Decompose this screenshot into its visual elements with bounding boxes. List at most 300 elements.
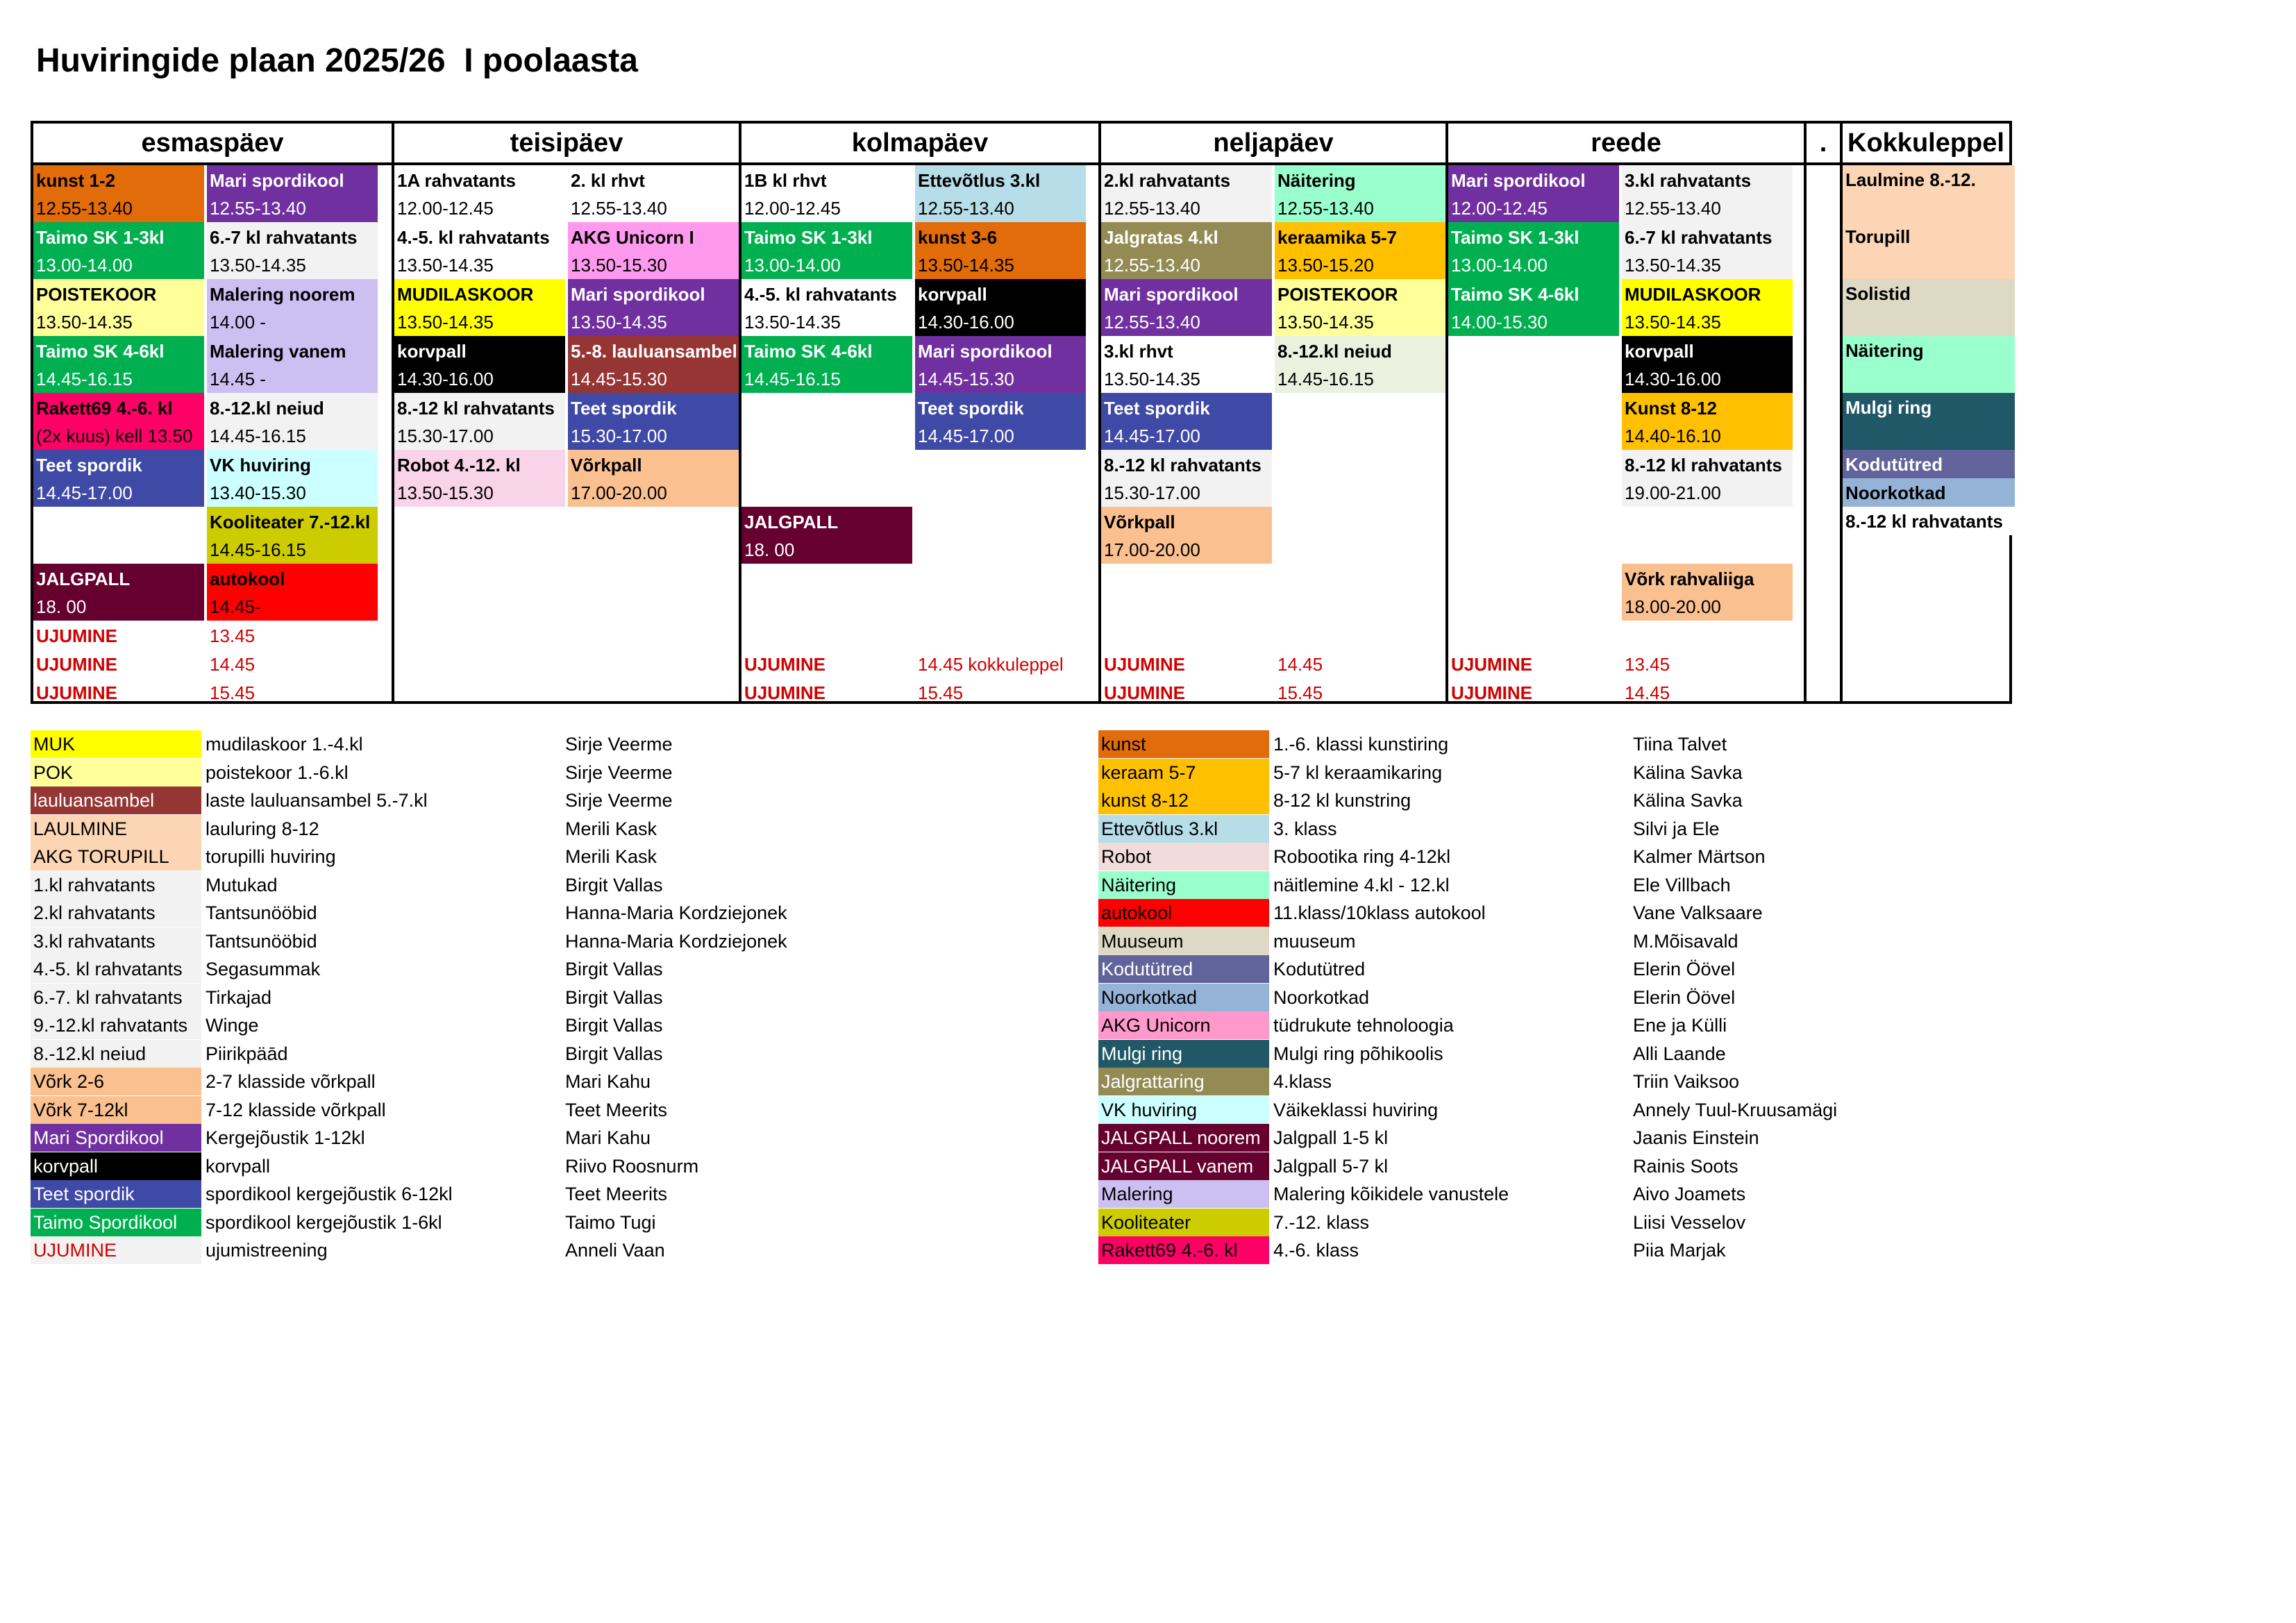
activity-cell: [741, 336, 912, 393]
swim-time-text: 14.45 kokkuleppel: [918, 654, 1064, 675]
activity-cell: [1622, 393, 1793, 450]
activity-time: 13.00-14.00: [36, 255, 133, 276]
legend-description: 2-7 klasside võrkpall: [206, 1071, 376, 1092]
activity-cell: [1101, 222, 1272, 279]
activity-name: Teet spordik: [36, 455, 142, 476]
activity-name: 1A rahvatants: [397, 170, 516, 191]
activity-time: 13.50-14.35: [397, 255, 494, 276]
day-header-dot: .: [1807, 124, 1840, 165]
activity-time: 15.30-17.00: [397, 426, 494, 446]
activity-name: JALGPALL: [36, 569, 131, 589]
legend-code: Jalgrattaring: [1098, 1068, 1269, 1095]
activity-time: 14.45-16.15: [210, 539, 306, 560]
swim-label: [1448, 649, 1619, 678]
legend-row: [1098, 1011, 1862, 1039]
legend-row: [31, 815, 794, 843]
legend-person: Teet Meerits: [565, 1099, 668, 1120]
legend-row: [1098, 1180, 1862, 1208]
legend-description: näitlemine 4.kl - 12.kl: [1273, 874, 1450, 895]
legend-code: kunst 8-12: [1098, 787, 1269, 814]
legend-row: [31, 1180, 794, 1208]
activity-time: 12.00-12.45: [744, 198, 841, 219]
activity-time: 14.30-16.00: [1625, 369, 1721, 389]
activity-cell: [915, 279, 1086, 336]
activity-time: 13.50-14.35: [1277, 312, 1374, 333]
activity-name: POISTEKOOR: [1277, 284, 1398, 305]
legend-row: [31, 843, 794, 871]
legend-description: Jalgpall 1-5 kl: [1273, 1127, 1389, 1148]
legend-row: [1098, 1040, 1862, 1068]
activity-name: 8.-12.kl neiud: [210, 398, 324, 419]
legend-person: Elerin Öövel: [1633, 959, 1736, 979]
swim-label-text: UJUMINE: [36, 682, 118, 703]
swim-label: [1448, 678, 1619, 706]
legend-description: Robootika ring 4-12kl: [1273, 846, 1451, 867]
legend-person: Aivo Joamets: [1633, 1184, 1746, 1204]
activity-name: Võrkpall: [571, 455, 642, 476]
activity-name: Võrkpall: [1104, 512, 1175, 532]
legend-code: 1.kl rahvatants: [31, 871, 201, 899]
activity-cell: [1275, 279, 1446, 336]
legend-code: 8.-12.kl neiud: [31, 1040, 201, 1068]
kokkuleppel-item: Kodutütred: [1843, 450, 2015, 478]
activity-cell: [394, 165, 565, 222]
legend-code: VK huviring: [1098, 1096, 1269, 1124]
legend-person: Merili Kask: [565, 846, 657, 867]
legend-row: [1098, 1068, 1862, 1095]
activity-time: 13.50-14.35: [744, 312, 841, 333]
legend-person: Kälina Savka: [1633, 790, 1743, 811]
legend-description: 4.-6. klass: [1273, 1240, 1359, 1261]
legend-person: Tiina Talvet: [1633, 734, 1727, 755]
activity-cell: [568, 393, 739, 450]
legend-row: [31, 955, 794, 983]
activity-time: 13.50-14.35: [36, 312, 133, 333]
legend-person: Riivo Roosnurm: [565, 1155, 699, 1177]
legend-code: 9.-12.kl rahvatants: [31, 1011, 201, 1039]
activity-time: 12.55-13.40: [1277, 198, 1374, 219]
activity-cell: [33, 564, 204, 621]
legend-row: [31, 1152, 794, 1180]
day-header-wednesday: kolmapäev: [741, 124, 1098, 165]
day-header-tuesday: teisipäev: [394, 124, 739, 165]
activity-cell: [741, 507, 912, 564]
legend-description: 8-12 kl kunstring: [1273, 790, 1411, 811]
swim-label: [33, 649, 204, 678]
legend-description: spordikool kergejõustik 6-12kl: [206, 1184, 453, 1204]
activity-cell: [1448, 222, 1619, 279]
legend-code: POK: [31, 759, 201, 787]
legend-description: 3. klass: [1273, 818, 1337, 839]
activity-time: 12.55-13.40: [918, 198, 1014, 219]
legend-code: JALGPALL noorem: [1098, 1124, 1269, 1152]
activity-time: 18.00-20.00: [1625, 596, 1721, 617]
activity-time: 14.45-15.30: [571, 369, 667, 389]
legend-person: Sirje Veerme: [565, 734, 673, 755]
activity-cell: [394, 393, 565, 450]
legend-person: Vane Valksaare: [1633, 902, 1763, 923]
swim-label-text: UJUMINE: [36, 654, 118, 675]
activity-name: Kooliteater 7.-12.kl: [210, 512, 371, 532]
legend-row: [1098, 730, 1862, 758]
legend-description: Kergejõustik 1-12kl: [206, 1127, 365, 1148]
activity-time: 13.50-14.35: [1625, 312, 1721, 333]
legend-row: [31, 1068, 794, 1095]
activity-cell: [207, 564, 378, 621]
legend-description: mudilaskoor 1.-4.kl: [206, 734, 363, 755]
legend-row: [31, 1209, 794, 1236]
page-title: Huviringide plaan 2025/26 I poolaasta: [36, 42, 638, 79]
activity-name: Kunst 8-12: [1625, 398, 1717, 419]
activity-time: 18. 00: [36, 596, 87, 617]
schedule-table: [31, 121, 2012, 704]
legend-description: Tantsunööbid: [206, 902, 317, 923]
legend-row: [31, 1096, 794, 1124]
legend-description: Mulgi ring põhikoolis: [1273, 1043, 1443, 1064]
activity-name: 3.kl rahvatants: [1625, 170, 1752, 191]
legend-row: [31, 1236, 794, 1264]
legend-row: [31, 984, 794, 1011]
legend-description: Kodutütred: [1273, 959, 1366, 979]
activity-time: 13.50-14.35: [397, 312, 494, 333]
legend-description: ujumistreening: [206, 1240, 328, 1261]
kokkuleppel-item: Noorkotkad: [1843, 478, 2015, 507]
legend-person: Annely Tuul-Kruusamägi: [1633, 1099, 1838, 1120]
activity-time: 13.00-14.00: [1451, 255, 1548, 276]
activity-cell: [1622, 450, 1793, 507]
legend-code: AKG Unicorn: [1098, 1011, 1269, 1039]
activity-cell: [1101, 165, 1272, 222]
kokkuleppel-item: Torupill: [1843, 222, 2015, 279]
legend-code: 3.kl rahvatants: [31, 927, 201, 955]
activity-cell: [915, 165, 1086, 222]
legend-person: Rainis Soots: [1633, 1155, 1738, 1177]
activity-name: 4.-5. kl rahvatants: [744, 284, 897, 305]
activity-time: 12.55-13.40: [1104, 255, 1200, 276]
swim-time-text: 15.45: [918, 682, 964, 703]
legend-description: poistekoor 1.-6.kl: [206, 762, 349, 783]
legend-description: Väikeklassi huviring: [1273, 1099, 1439, 1120]
legend-row: [1098, 815, 1862, 843]
activity-time: 14.45-16.15: [36, 369, 133, 389]
legend-person: Alli Laande: [1633, 1043, 1726, 1064]
activity-name: Taimo SK 4-6kl: [1451, 284, 1579, 305]
swim-label: [1101, 678, 1272, 706]
legend-row: [31, 871, 794, 899]
activity-name: Teet spordik: [571, 398, 677, 419]
swim-label-text: UJUMINE: [36, 625, 118, 646]
legend-code: Noorkotkad: [1098, 984, 1269, 1011]
legend-code: Mari Spordikool: [31, 1124, 201, 1152]
activity-name: Taimo SK 1-3kl: [744, 227, 873, 248]
activity-time: 12.55-13.40: [1104, 198, 1200, 219]
legend-description: 7-12 klasside võrkpall: [206, 1099, 386, 1120]
activity-time: 12.55-13.40: [1104, 312, 1200, 333]
swim-label: [1101, 649, 1272, 678]
activity-cell: [33, 450, 204, 507]
activity-name: 3.kl rhvt: [1104, 341, 1173, 362]
activity-name: Näitering: [1277, 170, 1356, 191]
legend-row: [31, 1040, 794, 1068]
swim-label: [741, 649, 912, 678]
swim-time: [1622, 649, 1830, 678]
swim-label-text: UJUMINE: [1451, 654, 1533, 675]
activity-time: 14.30-16.00: [397, 369, 494, 389]
activity-cell: [568, 222, 739, 279]
legend-row: [1098, 1152, 1862, 1180]
activity-name: 4.-5. kl rahvatants: [397, 227, 550, 248]
swim-time: [1622, 678, 1830, 706]
activity-cell: [915, 336, 1086, 393]
activity-name: kunst 3-6: [918, 227, 998, 248]
activity-cell: [1622, 564, 1793, 621]
swim-label: [33, 621, 204, 649]
legend-description: korvpall: [206, 1155, 271, 1177]
day-header-kokkuleppel: Kokkuleppel: [1843, 124, 2009, 165]
legend-code: korvpall: [31, 1152, 201, 1180]
legend-description: Noorkotkad: [1273, 986, 1370, 1008]
swim-label-text: UJUMINE: [1451, 682, 1533, 703]
activity-cell: [1275, 336, 1446, 393]
activity-name: Mari spordikool: [571, 284, 705, 305]
activity-time: 14.40-16.10: [1625, 426, 1721, 446]
activity-name: keraamika 5-7: [1277, 227, 1398, 248]
activity-name: 2. kl rhvt: [571, 170, 645, 191]
activity-name: AKG Unicorn I: [571, 227, 694, 248]
activity-name: Robot 4.-12. kl: [397, 455, 521, 476]
activity-time: 18. 00: [744, 539, 795, 560]
swim-label-text: UJUMINE: [744, 654, 826, 675]
legend-code: JALGPALL vanem: [1098, 1152, 1269, 1180]
kokkuleppel-item: Näitering: [1843, 336, 2015, 393]
activity-time: 13.50-14.35: [571, 312, 667, 333]
activity-cell: [568, 336, 739, 393]
activity-cell: [33, 222, 204, 279]
swim-time-text: 15.45: [1277, 682, 1323, 703]
legend-description: Tantsunööbid: [206, 930, 317, 952]
legend-code: Robot: [1098, 843, 1269, 871]
legend-person: Ele Villbach: [1633, 874, 1731, 895]
legend-person: M.Mõisavald: [1633, 930, 1738, 952]
legend-description: Jalgpall 5-7 kl: [1273, 1155, 1389, 1177]
activity-cell: [207, 222, 378, 279]
legend-row: [1098, 1209, 1862, 1236]
legend-row: [31, 1011, 794, 1039]
legend-description: Segasummak: [206, 959, 321, 979]
swim-time: [207, 621, 415, 649]
activity-time: 13.50-14.35: [1104, 369, 1200, 389]
swim-label: [33, 678, 204, 706]
legend-row: [1098, 1096, 1862, 1124]
legend-description: Winge: [206, 1015, 259, 1036]
activity-name: Teet spordik: [1104, 398, 1210, 419]
activity-name: MUDILASKOOR: [1625, 284, 1761, 305]
swim-time-text: 14.45: [210, 654, 255, 675]
activity-name: korvpall: [918, 284, 987, 305]
swim-label-text: UJUMINE: [744, 682, 826, 703]
swim-time: [915, 649, 1123, 678]
legend-code: AKG TORUPILL: [31, 843, 201, 871]
activity-name: Ettevõtlus 3.kl: [918, 170, 1041, 191]
legend-person: Taimo Tugi: [565, 1211, 656, 1233]
swim-label-text: UJUMINE: [1104, 682, 1186, 703]
activity-cell: [207, 507, 378, 564]
activity-cell: [207, 165, 378, 222]
legend-code: 2.kl rahvatants: [31, 899, 201, 927]
activity-name: Mari spordikool: [918, 341, 1053, 362]
legend-row: [31, 730, 794, 758]
legend-person: Birgit Vallas: [565, 959, 663, 979]
legend-code: Rakett69 4.-6. kl: [1098, 1236, 1269, 1264]
activity-cell: [741, 165, 912, 222]
activity-name: Võrk rahvaliiga: [1625, 569, 1754, 589]
legend-code: LAULMINE: [31, 815, 201, 843]
swim-time: [207, 649, 415, 678]
legend-person: Mari Kahu: [565, 1127, 651, 1148]
activity-cell: [394, 450, 565, 507]
activity-cell: [207, 450, 378, 507]
legend-row: [1098, 955, 1862, 983]
legend-description: 1.-6. klassi kunstiring: [1273, 734, 1449, 755]
activity-cell: [1101, 393, 1272, 450]
legend-description: laste lauluansambel 5.-7.kl: [206, 790, 428, 811]
day-header-friday: reede: [1448, 124, 1804, 165]
activity-cell: [207, 336, 378, 393]
legend-person: Kälina Savka: [1633, 762, 1743, 783]
activity-name: 2.kl rahvatants: [1104, 170, 1231, 191]
legend-row: [1098, 787, 1862, 814]
swim-time-text: 13.45: [1625, 654, 1670, 675]
activity-time: 15.30-17.00: [571, 426, 667, 446]
legend-person: Kalmer Märtson: [1633, 846, 1766, 867]
legend-code: Võrk 7-12kl: [31, 1096, 201, 1124]
legend-row: [1098, 759, 1862, 787]
activity-time: 13.50-15.30: [397, 482, 494, 503]
activity-time: 17.00-20.00: [1104, 539, 1200, 560]
activity-name: Mari spordikool: [1451, 170, 1586, 191]
legend-code: 4.-5. kl rahvatants: [31, 955, 201, 983]
legend-person: Hanna-Maria Kordziejonek: [565, 902, 787, 923]
activity-name: 8.-12 kl rahvatants: [1625, 455, 1782, 476]
column-divider: [1804, 124, 1807, 701]
legend-code: Malering: [1098, 1180, 1269, 1208]
legend-person: Birgit Vallas: [565, 1043, 663, 1064]
swim-label-text: UJUMINE: [1104, 654, 1186, 675]
legend-person: Birgit Vallas: [565, 986, 663, 1008]
activity-cell: [33, 336, 204, 393]
legend-person: Teet Meerits: [565, 1184, 668, 1204]
activity-name: 1B kl rhvt: [744, 170, 827, 191]
activity-name: Teet spordik: [918, 398, 1024, 419]
legend-description: Malering kõikidele vanustele: [1273, 1184, 1509, 1204]
activity-time: 12.00-12.45: [397, 198, 494, 219]
activity-name: 5.-8. lauluansambel: [571, 341, 737, 362]
activity-name: MUDILASKOOR: [397, 284, 534, 305]
activity-name: Taimo SK 4-6kl: [744, 341, 873, 362]
legend-person: Birgit Vallas: [565, 874, 663, 895]
legend-description: 5-7 kl keraamikaring: [1273, 762, 1443, 783]
legend-code: MUK: [31, 730, 201, 758]
activity-time: 13.50-14.35: [1625, 255, 1721, 276]
legend-person: Jaanis Einstein: [1633, 1127, 1759, 1148]
swim-label: [741, 678, 912, 706]
legend-code: Kooliteater: [1098, 1209, 1269, 1236]
kokkuleppel-item: Solistid: [1843, 279, 2015, 336]
legend-description: lauluring 8-12: [206, 818, 319, 839]
activity-time: 13.50-14.35: [210, 255, 306, 276]
legend-row: [31, 759, 794, 787]
activity-cell: [394, 279, 565, 336]
legend-code: Taimo Spordikool: [31, 1209, 201, 1236]
legend-description: Mutukad: [206, 874, 278, 895]
activity-name: Jalgratas 4.kl: [1104, 227, 1218, 248]
activity-name: Malering noorem: [210, 284, 355, 305]
legend-description: torupilli huviring: [206, 846, 336, 867]
activity-cell: [1622, 279, 1793, 336]
activity-time: 14.45-16.15: [210, 426, 306, 446]
kokkuleppel-item: 8.-12 kl rahvatants: [1843, 507, 2015, 535]
legend-row: [1098, 1124, 1862, 1152]
activity-cell: [1622, 336, 1793, 393]
activity-cell: [1448, 279, 1619, 336]
kokkuleppel-item: Laulmine 8.-12.: [1843, 165, 2015, 222]
swim-time-text: 14.45: [1277, 654, 1323, 675]
activity-cell: [207, 393, 378, 450]
legend-row: [1098, 871, 1862, 899]
legend-description: Tirkajad: [206, 986, 272, 1008]
legend-row: [1098, 899, 1862, 927]
activity-name: Mari spordikool: [210, 170, 344, 191]
legend-code: Näitering: [1098, 871, 1269, 899]
activity-cell: [568, 165, 739, 222]
activity-time: 14.45-17.00: [918, 426, 1014, 446]
swim-time-text: 15.45: [210, 682, 255, 703]
activity-time: 14.45 -: [210, 369, 266, 389]
activity-name: Taimo SK 1-3kl: [1451, 227, 1579, 248]
legend-code: keraam 5-7: [1098, 759, 1269, 787]
activity-name: 8.-12 kl rahvatants: [1104, 455, 1262, 476]
legend-person: Mari Kahu: [565, 1071, 651, 1092]
legend-description: 7.-12. klass: [1273, 1211, 1370, 1233]
activity-name: Malering vanem: [210, 341, 346, 362]
legend-description: Piirikpäād: [206, 1043, 288, 1064]
activity-name: JALGPALL: [744, 512, 839, 532]
swim-time: [915, 678, 1123, 706]
activity-time: 14.45-16.15: [744, 369, 841, 389]
swim-time: [207, 678, 415, 706]
legend-code: autokool: [1098, 899, 1269, 927]
activity-cell: [741, 222, 912, 279]
activity-time: 12.55-13.40: [210, 198, 306, 219]
activity-time: 14.00-15.30: [1451, 312, 1548, 333]
activity-name: Mari spordikool: [1104, 284, 1239, 305]
legend-description: 4.klass: [1273, 1071, 1332, 1092]
legend-code: kunst: [1098, 730, 1269, 758]
activity-cell: [915, 393, 1086, 450]
legend-code: UJUMINE: [31, 1236, 201, 1264]
activity-time: 14.45-15.30: [918, 369, 1014, 389]
activity-cell: [33, 279, 204, 336]
day-header-thursday: neljapäev: [1101, 124, 1446, 165]
legend-person: Anneli Vaan: [565, 1240, 665, 1261]
activity-name: POISTEKOOR: [36, 284, 157, 305]
kokkuleppel-item: Mulgi ring: [1843, 393, 2015, 450]
activity-cell: [1448, 165, 1619, 222]
activity-time: 12.55-13.40: [1625, 198, 1721, 219]
activity-time: 14.45-17.00: [36, 482, 133, 503]
activity-cell: [207, 279, 378, 336]
activity-name: 6.-7 kl rahvatants: [210, 227, 358, 248]
